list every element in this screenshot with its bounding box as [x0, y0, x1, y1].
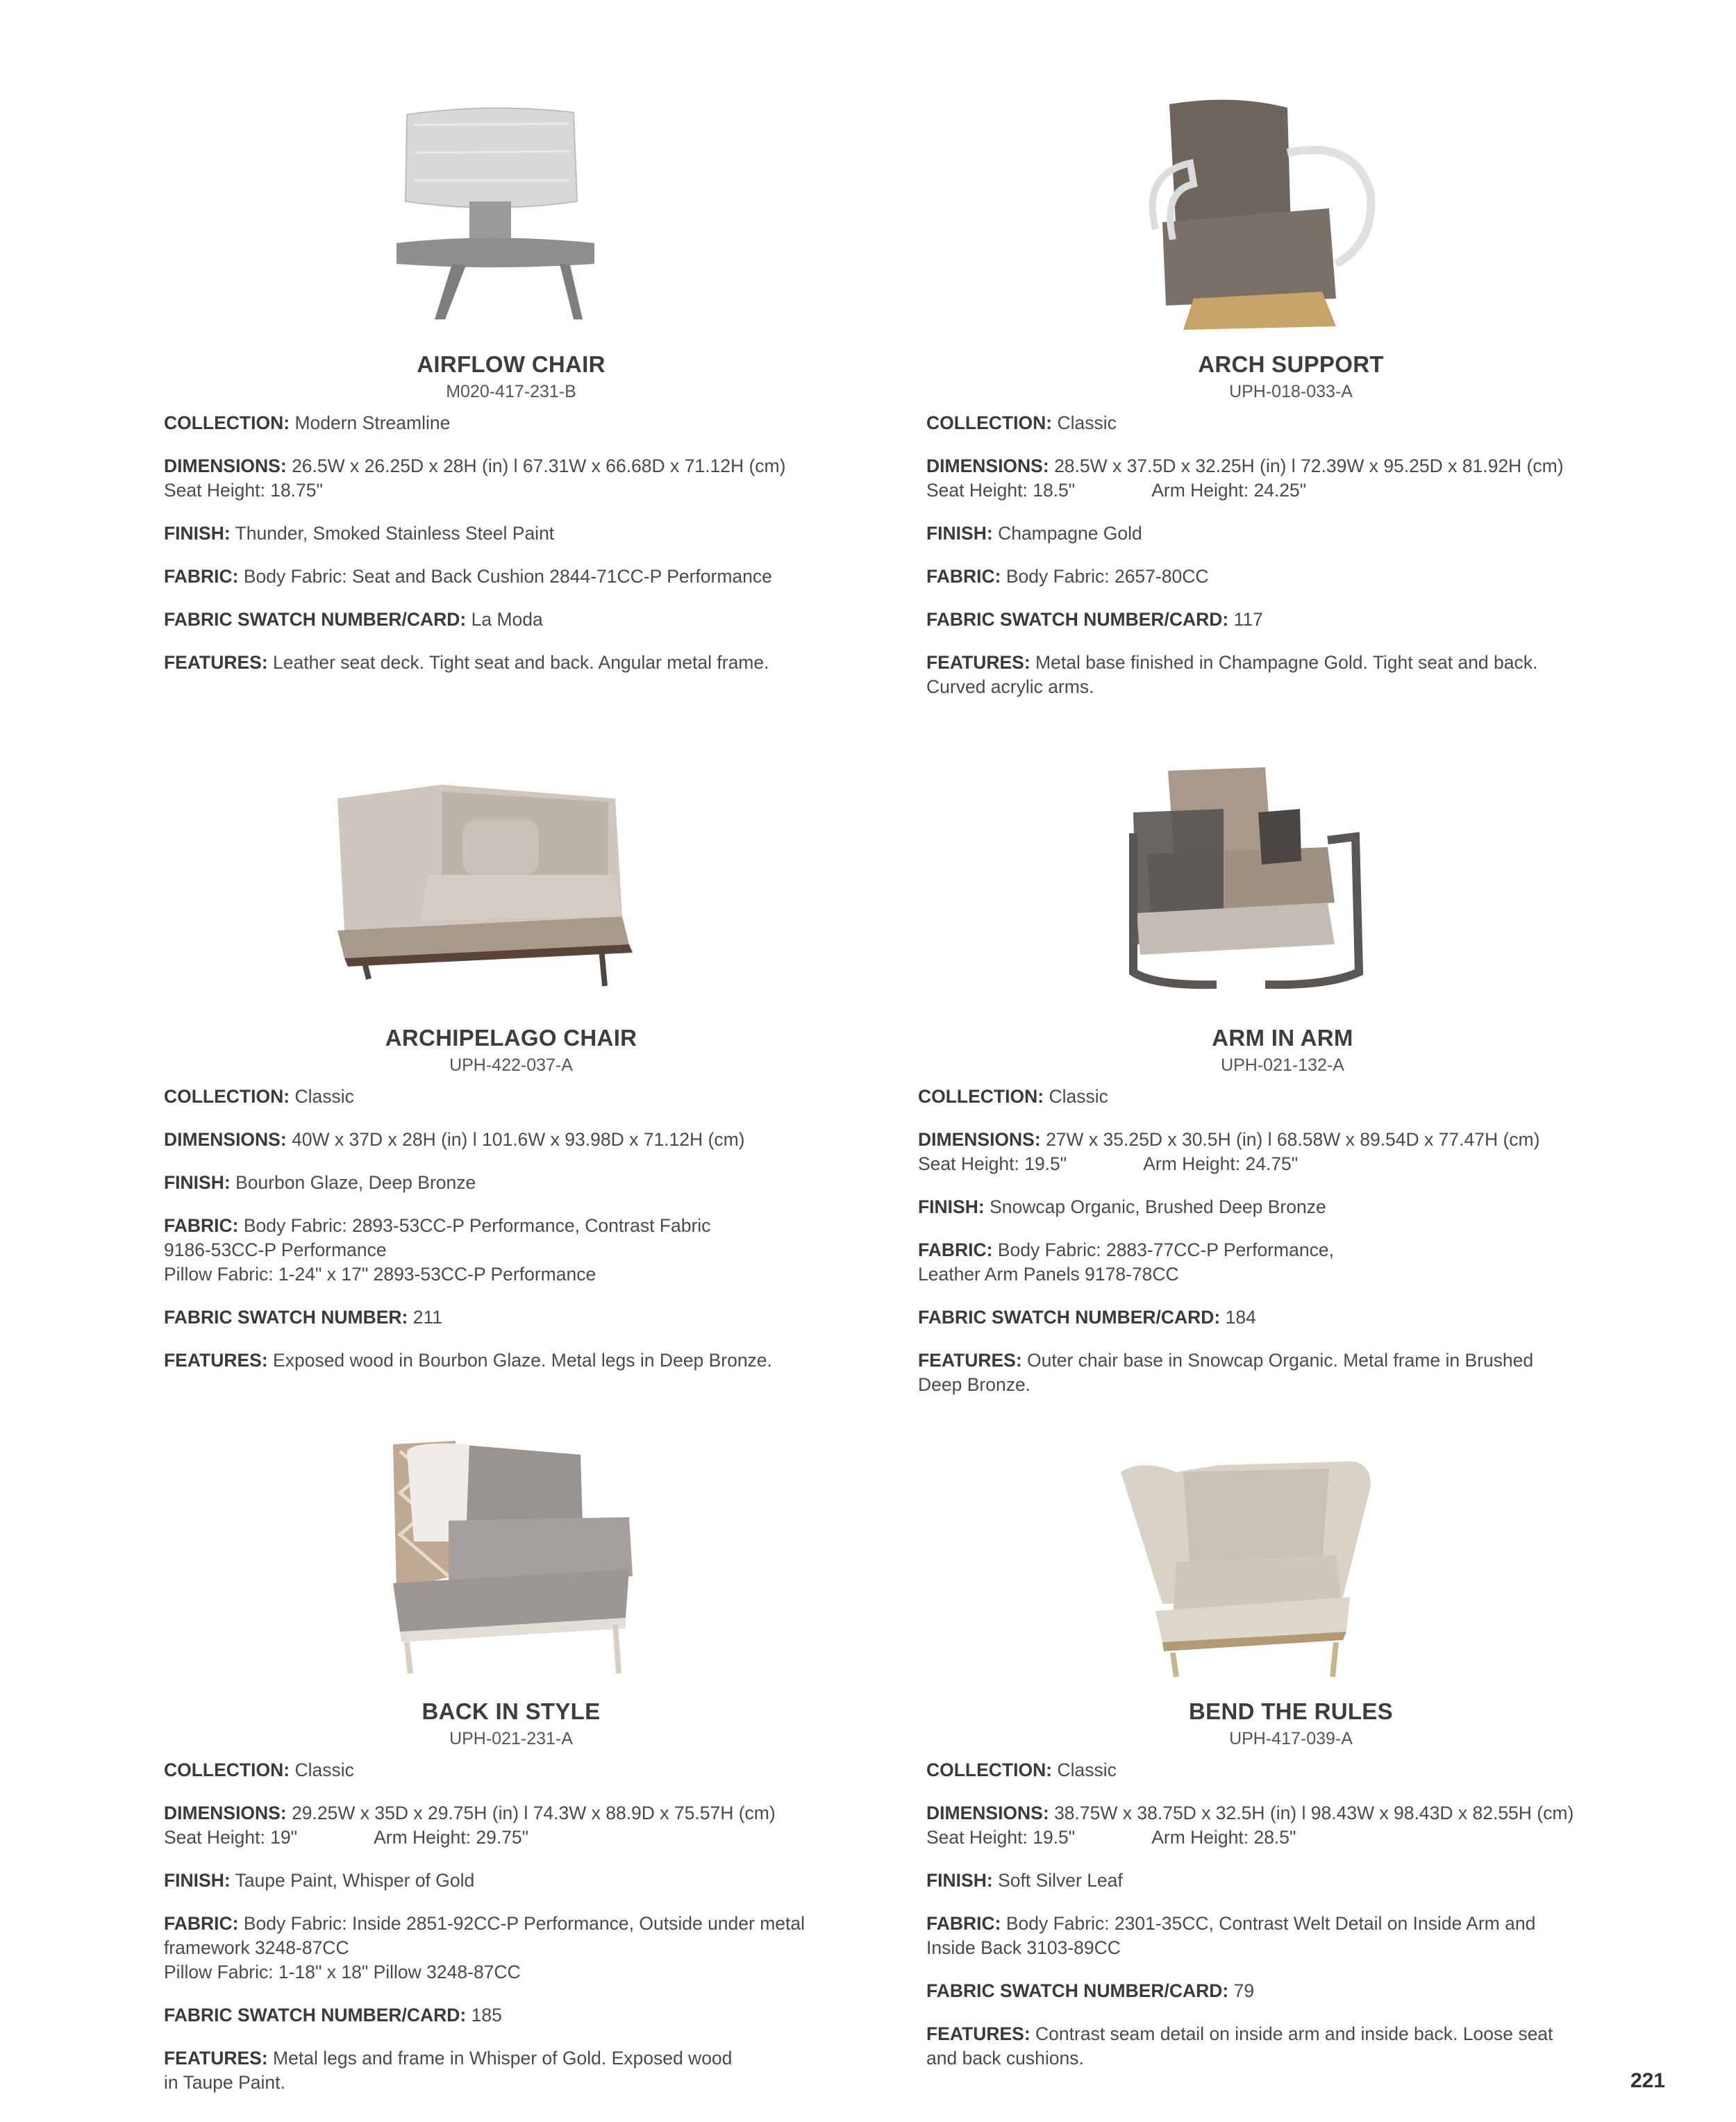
swatch-row: FABRIC SWATCH NUMBER/CARD: 184	[918, 1307, 1256, 1328]
dimensions-row: DIMENSIONS: 26.5W x 26.25D x 28H (in) l 67.31W x 66.68D x 71.12H (cm) Seat Height: 18.75"	[164, 456, 786, 501]
product-image-arch-support	[1128, 90, 1392, 333]
product-image-back-in-style	[351, 1437, 643, 1680]
swatch-row: FABRIC SWATCH NUMBER/CARD: 185	[164, 2005, 502, 2025]
fabric-row: FABRIC: Body Fabric: 2301-35CC, Contrast Welt Detail on Inside Arm and Inside Back 3103-89CC	[926, 1913, 1536, 1958]
dimensions-row: DIMENSIONS: 38.75W x 38.75D x 32.5H (in) l 98.43W x 98.43D x 82.55H (cm) Seat Height: 19.5" Arm Height: 28.5"	[926, 1803, 1574, 1848]
product-image-archipelago-chair	[324, 771, 685, 1000]
product-image-airflow-chair	[386, 97, 622, 333]
collection-row: COLLECTION: Classic	[164, 1760, 354, 1780]
product-image-bend-the-rules	[1114, 1444, 1385, 1680]
product-title: ARM IN ARM	[1212, 1025, 1353, 1051]
features-row: FEATURES: Metal legs and frame in Whisper of Gold. Exposed wood in Taupe Paint.	[164, 2048, 733, 2093]
product-sku: M020-417-231-B	[446, 382, 576, 401]
dimensions-row: DIMENSIONS: 28.5W x 37.5D x 32.25H (in) l 72.39W x 95.25D x 81.92H (cm) Seat Height: 18.5" Arm Height: 24.25"	[926, 456, 1564, 501]
swatch-row: FABRIC SWATCH NUMBER: 211	[164, 1307, 442, 1328]
product-specs	[164, 1085, 858, 1392]
product-specs	[164, 411, 858, 694]
collection-row: COLLECTION: Classic	[918, 1086, 1108, 1107]
finish-row: FINISH: Thunder, Smoked Stainless Steel Paint	[164, 523, 555, 544]
finish-row: FINISH: Soft Silver Leaf	[926, 1870, 1123, 1891]
product-specs	[918, 1085, 1647, 1416]
product-specs	[926, 1758, 1655, 2089]
finish-row: FINISH: Taupe Paint, Whisper of Gold	[164, 1870, 475, 1891]
finish-row: FINISH: Champagne Gold	[926, 523, 1142, 544]
product-title: ARCHIPELAGO CHAIR	[385, 1025, 637, 1051]
collection-row: COLLECTION: Classic	[926, 412, 1117, 433]
swatch-row: FABRIC SWATCH NUMBER/CARD: La Moda	[164, 609, 543, 630]
collection-row: COLLECTION: Classic	[926, 1760, 1117, 1780]
product-title: ARCH SUPPORT	[1198, 351, 1384, 377]
fabric-row: FABRIC: Body Fabric: 2893-53CC-P Performance, Contrast Fabric 9186-53CC-P Performance Pillow Fabric: 1-24" x 17" 2893-53CC-P Performance	[164, 1215, 711, 1285]
page-number: 221	[1630, 2069, 1665, 2092]
fabric-row: FABRIC: Body Fabric: 2657-80CC	[926, 566, 1209, 587]
dimensions-row: DIMENSIONS: 40W x 37D x 28H (in) l 101.6W x 93.98D x 71.12H (cm)	[164, 1129, 745, 1150]
product-sku: UPH-417-039-A	[1229, 1729, 1353, 1748]
swatch-row: FABRIC SWATCH NUMBER/CARD: 79	[926, 1980, 1255, 2001]
dimensions-row: DIMENSIONS: 27W x 35.25D x 30.5H (in) l 68.58W x 89.54D x 77.47H (cm) Seat Height: 19.5" Arm Height: 24.75"	[918, 1129, 1540, 1174]
fabric-row: FABRIC: Body Fabric: 2883-77CC-P Performance, Leather Arm Panels 9178-78CC	[918, 1239, 1334, 1285]
collection-row: COLLECTION: Modern Streamline	[164, 412, 451, 433]
product-image-arm-in-arm	[1119, 764, 1376, 1007]
product-sku: UPH-422-037-A	[449, 1055, 573, 1075]
fabric-row: FABRIC: Body Fabric: Inside 2851-92CC-P Performance, Outside under metal framework 3248-87CC Pillow Fabric: 1-18" x 18" Pillow 3248-87CC	[164, 1913, 806, 1982]
product-title: BEND THE RULES	[1189, 1698, 1393, 1724]
product-sku: UPH-018-033-A	[1229, 382, 1353, 401]
dimensions-row: DIMENSIONS: 29.25W x 35D x 29.75H (in) l 74.3W x 88.9D x 75.57H (cm) Seat Height: 19" Arm Height: 29.75"	[164, 1803, 776, 1848]
features-row: FEATURES: Leather seat deck. Tight seat and back. Angular metal frame.	[164, 652, 769, 673]
product-specs	[926, 411, 1655, 718]
swatch-row: FABRIC SWATCH NUMBER/CARD: 117	[926, 609, 1263, 630]
product-title: BACK IN STYLE	[422, 1698, 601, 1724]
product-sku: UPH-021-231-A	[449, 1729, 573, 1748]
finish-row: FINISH: Bourbon Glaze, Deep Bronze	[164, 1172, 476, 1193]
product-title: AIRFLOW CHAIR	[417, 351, 606, 377]
features-row: FEATURES: Contrast seam detail on inside arm and inside back. Loose seat and back cushions.	[926, 2023, 1553, 2069]
collection-row: COLLECTION: Classic	[164, 1086, 354, 1107]
fabric-row: FABRIC: Body Fabric: Seat and Back Cushion 2844-71CC-P Performance	[164, 566, 772, 587]
features-row: FEATURES: Outer chair base in Snowcap Organic. Metal frame in Brushed Deep Bronze.	[918, 1350, 1534, 1395]
features-row: FEATURES: Exposed wood in Bourbon Glaze. Metal legs in Deep Bronze.	[164, 1350, 772, 1371]
product-specs	[164, 1758, 858, 2114]
product-sku: UPH-021-132-A	[1221, 1055, 1344, 1075]
finish-row: FINISH: Snowcap Organic, Brushed Deep Bronze	[918, 1196, 1326, 1217]
features-row: FEATURES: Metal base finished in Champagne Gold. Tight seat and back. Curved acrylic arms.	[926, 652, 1538, 697]
